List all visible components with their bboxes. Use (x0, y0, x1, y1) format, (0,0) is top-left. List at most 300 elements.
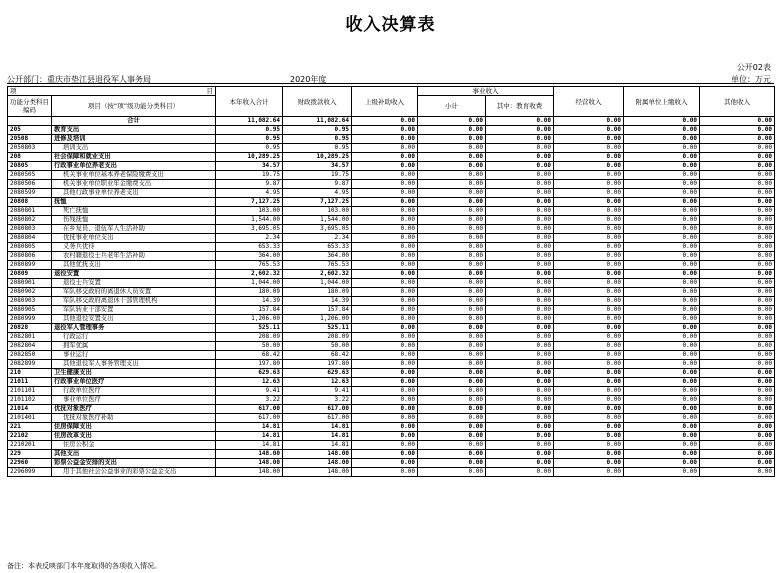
row-code: 2080902 (8, 288, 52, 297)
row-value: 0.00 (486, 207, 554, 216)
row-value: 0.00 (352, 297, 418, 306)
table-row (8, 306, 775, 315)
table-row (8, 234, 775, 243)
row-value: 0.00 (486, 351, 554, 360)
row-value: 0.00 (352, 270, 418, 279)
row-code: 2101102 (8, 396, 52, 405)
row-value: 0.00 (554, 234, 624, 243)
row-value: 180.09 (283, 288, 352, 297)
row-value: 0.00 (624, 387, 700, 396)
table-row (8, 162, 775, 171)
row-value: 765.53 (216, 261, 283, 270)
row-value: 0.00 (700, 279, 775, 288)
row-value: 0.00 (418, 126, 486, 135)
row-value: 0.00 (418, 135, 486, 144)
row-value: 0.00 (700, 324, 775, 333)
row-value: 0.00 (700, 189, 775, 198)
row-value: 0.00 (700, 333, 775, 342)
table-row (8, 216, 775, 225)
row-value: 208.09 (216, 333, 283, 342)
row-value: 0.00 (352, 387, 418, 396)
row-value: 0.00 (624, 243, 700, 252)
row-value: 0.00 (700, 207, 775, 216)
row-value: 765.53 (283, 261, 352, 270)
row-value: 148.00 (216, 459, 283, 468)
row-value: 197.80 (216, 360, 283, 369)
row-value: 0.95 (283, 144, 352, 153)
row-value: 0.00 (352, 369, 418, 378)
row-value: 0.00 (700, 387, 775, 396)
table-row (8, 198, 775, 207)
table-row (8, 396, 775, 405)
row-value: 0.00 (352, 414, 418, 423)
unit-label: 单位：万元 (731, 75, 771, 84)
row-value: 0.00 (700, 153, 775, 162)
row-code: 2080903 (8, 297, 52, 306)
row-name: 行政事业单位医疗 (52, 378, 216, 387)
row-name: 军队移交政府离退休干部管理机构 (52, 297, 216, 306)
row-value: 0.00 (352, 198, 418, 207)
table-row (8, 441, 775, 450)
row-value: 0.00 (700, 297, 775, 306)
table-row (8, 405, 775, 414)
row-value: 0.00 (352, 396, 418, 405)
row-value: 0.00 (700, 468, 775, 477)
row-value: 3,695.05 (283, 225, 352, 234)
row-value: 10,289.25 (283, 153, 352, 162)
row-value: 0.00 (418, 432, 486, 441)
row-value: 14.39 (216, 297, 283, 306)
table-row (8, 324, 775, 333)
row-code: 2082899 (8, 360, 52, 369)
row-value: 0.00 (700, 225, 775, 234)
row-value: 0.00 (624, 270, 700, 279)
row-value: 0.00 (554, 360, 624, 369)
row-value: 0.00 (554, 405, 624, 414)
row-value: 0.00 (624, 261, 700, 270)
row-value: 0.00 (700, 423, 775, 432)
table-row (8, 279, 775, 288)
row-code: 2296099 (8, 468, 52, 477)
row-value: 0.00 (418, 423, 486, 432)
row-value: 0.00 (700, 405, 775, 414)
row-value: 0.00 (352, 324, 418, 333)
row-value: 14.81 (283, 423, 352, 432)
row-value: 9.87 (283, 180, 352, 189)
row-name: 义务兵优待 (52, 243, 216, 252)
row-code: 20809 (8, 270, 52, 279)
row-value: 0.00 (554, 306, 624, 315)
table-row (8, 117, 775, 126)
row-value: 0.00 (352, 459, 418, 468)
row-value: 0.00 (624, 234, 700, 243)
row-value: 50.00 (283, 342, 352, 351)
row-code: 22960 (8, 459, 52, 468)
xiang-label: 项 (10, 87, 17, 95)
row-name: 其他优抚支出 (52, 261, 216, 270)
row-value: 0.00 (624, 396, 700, 405)
xiang-mu-cell (8, 87, 216, 96)
row-value: 1,044.00 (283, 279, 352, 288)
mu-label: 目 (206, 87, 213, 95)
row-value: 0.00 (486, 198, 554, 207)
row-value: 148.00 (283, 468, 352, 477)
row-value: 629.63 (283, 369, 352, 378)
col-name: 项目（按“项”级功能分类科目） (52, 96, 216, 117)
row-value: 0.00 (352, 423, 418, 432)
row-value: 0.00 (554, 288, 624, 297)
row-value: 0.00 (486, 117, 554, 126)
row-value: 0.00 (352, 144, 418, 153)
row-value: 0.00 (554, 216, 624, 225)
row-value: 653.33 (216, 243, 283, 252)
footnote: 备注：本表反映部门本年度取得的各项收入情况。 (7, 562, 161, 570)
table-row (8, 459, 775, 468)
row-value: 0.00 (554, 162, 624, 171)
row-value: 0.00 (418, 279, 486, 288)
table-row (8, 378, 775, 387)
col-superior-subsidy: 上级补助收入 (352, 87, 418, 117)
row-value: 0.00 (352, 342, 418, 351)
row-name: 其他退役安置支出 (52, 315, 216, 324)
row-value: 0.95 (283, 126, 352, 135)
table-row (8, 252, 775, 261)
row-value: 0.00 (486, 144, 554, 153)
department: 公开部门：重庆市垫江县退役军人事务局 (7, 75, 151, 84)
row-name: 住房公积金 (52, 441, 216, 450)
row-value: 0.00 (486, 297, 554, 306)
row-code: 2082804 (8, 342, 52, 351)
row-value: 0.00 (700, 459, 775, 468)
row-value: 148.00 (283, 459, 352, 468)
row-value: 0.00 (352, 261, 418, 270)
table-row (8, 315, 775, 324)
row-value: 0.00 (418, 450, 486, 459)
row-code: 2080899 (8, 261, 52, 270)
row-value: 0.00 (418, 351, 486, 360)
row-value: 0.00 (352, 252, 418, 261)
row-value: 0.00 (624, 225, 700, 234)
row-code: 2082801 (8, 333, 52, 342)
row-value: 0.00 (486, 414, 554, 423)
row-name: 彩票公益金安排的支出 (52, 459, 216, 468)
row-value: 0.00 (624, 441, 700, 450)
row-value: 0.00 (554, 135, 624, 144)
col-total-income: 本年收入合计 (216, 87, 283, 117)
row-code: 2080804 (8, 234, 52, 243)
row-value: 0.00 (700, 414, 775, 423)
table-row (8, 243, 775, 252)
row-value: 0.00 (624, 315, 700, 324)
row-value: 0.00 (486, 369, 554, 378)
row-value: 3.22 (216, 396, 283, 405)
row-value: 0.00 (418, 189, 486, 198)
row-code: 208 (8, 153, 52, 162)
row-value: 12.63 (283, 378, 352, 387)
row-value: 0.00 (554, 333, 624, 342)
row-name: 其他退役军人事务管理支出 (52, 360, 216, 369)
row-value: 0.00 (418, 225, 486, 234)
table-row (8, 189, 775, 198)
row-value: 0.00 (352, 126, 418, 135)
row-value: 0.00 (624, 414, 700, 423)
row-value: 1,206.00 (283, 315, 352, 324)
row-value: 2,602.32 (216, 270, 283, 279)
row-code: 2080599 (8, 189, 52, 198)
row-value: 0.00 (352, 468, 418, 477)
row-name: 退役军人管理事务 (52, 324, 216, 333)
row-code: 221 (8, 423, 52, 432)
row-name: 优抚对象医疗补助 (52, 414, 216, 423)
row-value: 0.00 (418, 180, 486, 189)
row-value: 0.00 (352, 333, 418, 342)
row-value: 103.00 (283, 207, 352, 216)
row-value: 0.00 (352, 288, 418, 297)
row-value: 525.11 (283, 324, 352, 333)
table-row (8, 297, 775, 306)
row-value: 0.00 (700, 360, 775, 369)
row-value: 0.00 (624, 288, 700, 297)
row-value: 0.00 (624, 279, 700, 288)
row-name: 其他支出 (52, 450, 216, 459)
row-value: 0.00 (624, 333, 700, 342)
row-value: 0.00 (624, 423, 700, 432)
row-value: 0.00 (554, 351, 624, 360)
row-value: 0.00 (418, 378, 486, 387)
row-value: 0.00 (486, 423, 554, 432)
row-value: 0.00 (486, 171, 554, 180)
row-value: 19.75 (283, 171, 352, 180)
row-value: 0.00 (700, 144, 775, 153)
row-code: 2080999 (8, 315, 52, 324)
row-value: 0.00 (624, 468, 700, 477)
row-value: 14.81 (216, 441, 283, 450)
row-name: 住房改革支出 (52, 432, 216, 441)
row-code: 229 (8, 450, 52, 459)
row-value: 0.00 (418, 297, 486, 306)
row-value: 0.00 (700, 450, 775, 459)
row-value: 0.00 (352, 189, 418, 198)
row-value: 0.00 (418, 288, 486, 297)
table-row (8, 207, 775, 216)
table-row (8, 351, 775, 360)
row-name: 用于其他社会公益事业的彩票公益金支出 (52, 468, 216, 477)
row-value: 0.00 (486, 342, 554, 351)
row-value: 0.00 (700, 135, 775, 144)
col-education-fee: 其中：教育收费 (486, 96, 554, 117)
row-code: 205 (8, 126, 52, 135)
row-code: 2080802 (8, 216, 52, 225)
row-value: 0.00 (486, 126, 554, 135)
row-value: 0.00 (554, 198, 624, 207)
row-name: 机关事业单位职业年金缴费支出 (52, 180, 216, 189)
row-name: 军队移交政府的离退休人员安置 (52, 288, 216, 297)
row-value: 364.00 (283, 252, 352, 261)
row-value: 14.81 (283, 441, 352, 450)
row-value: 617.00 (216, 405, 283, 414)
row-value: 0.00 (418, 387, 486, 396)
row-value: 0.00 (418, 459, 486, 468)
row-value: 14.81 (216, 423, 283, 432)
row-value: 0.00 (352, 351, 418, 360)
row-value: 148.00 (283, 450, 352, 459)
row-code: 20508 (8, 135, 52, 144)
row-value: 0.00 (624, 162, 700, 171)
row-value: 0.00 (624, 207, 700, 216)
table-row (8, 180, 775, 189)
row-code: 20828 (8, 324, 52, 333)
row-value: 0.00 (624, 189, 700, 198)
row-value: 0.00 (486, 459, 554, 468)
row-value: 0.00 (624, 432, 700, 441)
row-value: 9.41 (283, 387, 352, 396)
row-value: 0.00 (352, 234, 418, 243)
row-value: 0.00 (554, 387, 624, 396)
row-value: 0.00 (486, 288, 554, 297)
row-value: 0.00 (700, 171, 775, 180)
row-value: 148.00 (216, 468, 283, 477)
row-value: 0.00 (486, 261, 554, 270)
row-code: 2082850 (8, 351, 52, 360)
row-value: 0.00 (624, 450, 700, 459)
row-name: 行政事业单位养老支出 (52, 162, 216, 171)
row-value: 0.00 (554, 117, 624, 126)
row-value: 0.00 (418, 315, 486, 324)
table-row (8, 342, 775, 351)
row-value: 0.00 (554, 207, 624, 216)
row-value: 0.00 (624, 252, 700, 261)
row-name: 在乡复员、退伍军人生活补助 (52, 225, 216, 234)
table-row (8, 144, 775, 153)
row-value: 0.00 (418, 261, 486, 270)
table-row (8, 270, 775, 279)
row-value: 0.95 (216, 144, 283, 153)
row-value: 68.42 (216, 351, 283, 360)
row-value: 0.00 (418, 153, 486, 162)
row-name: 其他行政事业单位养老支出 (52, 189, 216, 198)
row-value: 3.22 (283, 396, 352, 405)
row-code: 2080805 (8, 243, 52, 252)
row-value: 0.00 (554, 324, 624, 333)
row-value: 617.00 (283, 405, 352, 414)
row-value: 0.00 (624, 171, 700, 180)
row-value: 0.00 (418, 369, 486, 378)
row-value: 0.00 (486, 252, 554, 261)
row-value: 0.00 (486, 450, 554, 459)
row-name: 优抚对象医疗 (52, 405, 216, 414)
row-value: 0.95 (216, 126, 283, 135)
row-name: 行政单位医疗 (52, 387, 216, 396)
row-value: 0.00 (554, 459, 624, 468)
row-value: 0.00 (418, 306, 486, 315)
table-row (8, 450, 775, 459)
row-value: 0.00 (418, 252, 486, 261)
row-value: 0.00 (700, 180, 775, 189)
row-value: 0.00 (352, 117, 418, 126)
page-title: 收入决算表 (345, 15, 436, 35)
row-value: 7,127.25 (283, 198, 352, 207)
row-code: 2101101 (8, 387, 52, 396)
row-value: 0.00 (486, 135, 554, 144)
row-value: 0.00 (624, 117, 700, 126)
table-row (8, 333, 775, 342)
row-value: 34.57 (216, 162, 283, 171)
row-value: 0.00 (352, 279, 418, 288)
table-row (8, 225, 775, 234)
row-code: 2080505 (8, 171, 52, 180)
row-value: 0.00 (352, 162, 418, 171)
row-value: 0.00 (700, 378, 775, 387)
row-value: 0.00 (352, 432, 418, 441)
row-value: 10,289.25 (216, 153, 283, 162)
row-value: 617.00 (216, 414, 283, 423)
row-value: 14.81 (216, 432, 283, 441)
row-value: 0.00 (624, 135, 700, 144)
row-name: 行政运行 (52, 333, 216, 342)
row-value: 0.00 (352, 378, 418, 387)
row-value: 0.00 (700, 396, 775, 405)
row-value: 0.00 (700, 162, 775, 171)
row-name: 退役安置 (52, 270, 216, 279)
row-value: 0.00 (700, 198, 775, 207)
row-value: 0.00 (624, 405, 700, 414)
row-value: 2.34 (283, 234, 352, 243)
row-value: 0.00 (418, 468, 486, 477)
row-code: 2210201 (8, 441, 52, 450)
row-value: 0.00 (418, 333, 486, 342)
row-value: 0.00 (486, 306, 554, 315)
row-code: 2080901 (8, 279, 52, 288)
row-value: 3,695.05 (216, 225, 283, 234)
row-value: 0.00 (418, 342, 486, 351)
row-value: 0.00 (352, 216, 418, 225)
row-value: 0.00 (554, 126, 624, 135)
row-value: 9.87 (216, 180, 283, 189)
row-value: 0.00 (418, 198, 486, 207)
row-code: 2080905 (8, 306, 52, 315)
row-value: 0.00 (700, 243, 775, 252)
table-row (8, 432, 775, 441)
row-value: 0.00 (624, 351, 700, 360)
row-name: 农村籍退役士兵老年生活补助 (52, 252, 216, 261)
row-value: 0.00 (624, 297, 700, 306)
row-name: 伤残抚恤 (52, 216, 216, 225)
row-value: 0.00 (486, 324, 554, 333)
row-name: 退役士兵安置 (52, 279, 216, 288)
row-value: 11,082.64 (283, 117, 352, 126)
row-value: 14.39 (283, 297, 352, 306)
row-value: 0.00 (352, 171, 418, 180)
row-code: 2080506 (8, 180, 52, 189)
row-value: 4.95 (216, 189, 283, 198)
table-row (8, 153, 775, 162)
row-value: 0.00 (352, 315, 418, 324)
col-business-income: 事业收入 (418, 87, 554, 96)
row-value: 0.00 (624, 198, 700, 207)
row-value: 0.00 (554, 369, 624, 378)
table-body (8, 117, 775, 477)
row-value: 0.00 (486, 333, 554, 342)
row-code: 2080801 (8, 207, 52, 216)
row-code: 21014 (8, 405, 52, 414)
row-value: 0.00 (554, 423, 624, 432)
row-value: 0.00 (486, 378, 554, 387)
row-value: 0.00 (352, 360, 418, 369)
row-value: 208.09 (283, 333, 352, 342)
row-value: 0.00 (554, 225, 624, 234)
row-name: 教育支出 (52, 126, 216, 135)
row-value: 34.57 (283, 162, 352, 171)
